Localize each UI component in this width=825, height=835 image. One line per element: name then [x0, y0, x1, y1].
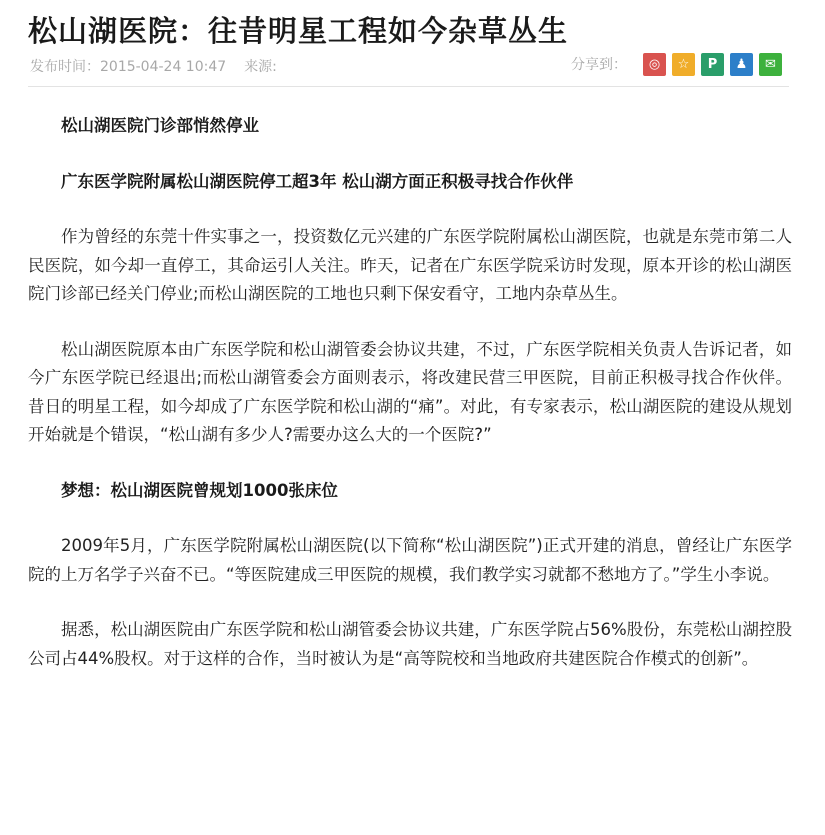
section-heading: 广东医学院附属松山湖医院停工超3年 松山湖方面正积极寻找合作伙伴	[61, 171, 574, 191]
section-heading: 梦想：松山湖医院曾规划1000张床位	[61, 480, 338, 500]
qq-icon[interactable]: ♟	[730, 53, 753, 76]
section-heading: 松山湖医院门诊部悄然停业	[61, 116, 259, 135]
body-paragraph: 作为曾经的东莞十件实事之一，投资数亿元兴建的广东医学院附属松山湖医院，也就是东莞市第二人民医院，如今却一直停工，其命运引人关注。昨天，记者在广东医学院采访时发现，原本开诊的松山湖医院门诊部已经关门停业;而松山湖医院的工地也只剩下保安看守，工地内杂草丛生。	[28, 227, 792, 303]
body-paragraph: 松山湖医院原本由广东医学院和松山湖管委会协议共建，不过，广东医学院相关负责人告诉记者，如今广东医学院已经退出;而松山湖管委会方面则表示，将改建民营三甲医院，目前正积极寻找合作伙伴。昔日的明星工程，如今却成了广东医学院和松山湖的“痛”。对此，有专家表示，松山湖医院的建设从规划开始就是个错误，“松山湖有多少人?需要办这么大的一个医院?”	[28, 339, 792, 444]
body-paragraph: 2009年5月，广东医学院附属松山湖医院(以下简称“松山湖医院”)正式开建的消息，曾经让广东医学院的上万名学子兴奋不已。“等医院建成三甲医院的规模，我们教学实习就都不愁地方了。”学生小李说。	[28, 536, 792, 584]
body-paragraph: 据悉，松山湖医院由广东医学院和松山湖管委会协议共建，广东医学院占56%股份，东莞松山湖控股公司占44%股权。对于这样的合作，当时被认为是“高等院校和当地政府共建医院合作模式的创新”。	[28, 620, 792, 668]
weibo-icon[interactable]: ◎	[643, 53, 666, 76]
article-meta	[30, 56, 277, 76]
publish-label: 发布时间：	[30, 59, 100, 75]
wechat-icon[interactable]: ✉	[759, 53, 782, 76]
header-divider	[28, 86, 789, 87]
share-bar	[571, 51, 782, 77]
source-label: 来源:	[244, 59, 277, 75]
favorite-icon[interactable]: ☆	[672, 53, 695, 76]
share-label: 分享到：	[571, 57, 627, 73]
p-icon[interactable]: P	[701, 53, 724, 76]
article-title: 松山湖医院：往昔明星工程如今杂草丛生	[28, 14, 569, 48]
publish-time: 2015-04-24 10:47	[100, 59, 227, 75]
article-body	[28, 112, 792, 700]
